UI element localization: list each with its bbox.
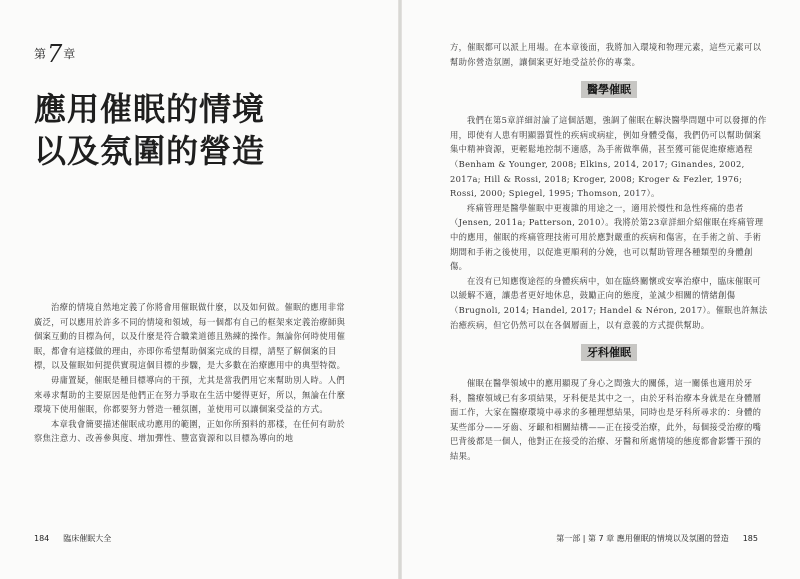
body-paragraph: 我們在第5章詳細討論了這個話題，強調了催眠在解決醫學問題中可以發揮的作用，即使有人患有明顯器質性的疾病或病症，例如身體受傷，我們仍可以幫助個案集中精神資源，更輕鬆地控制不適感，為手術做準備，甚至獲可能促進療癒過程（Benham & Younger, 2008; Elkins, 2014, 2017; Ginandes, 2002, 2017a; Hill & Rossi, 2018; Kroger, 2008; Kroger & Fezler, 1976; Rossi, 2000; Spiegel, 1995; Thomson, 2017）。 xyxy=(450,115,767,199)
right-footer xyxy=(556,533,758,544)
book-title: 臨床催眠大全 xyxy=(63,534,112,543)
chapter-title-line-2: 以及氛圍的營造 xyxy=(34,132,266,170)
right-page xyxy=(402,0,800,579)
chapter-prefix: 第 xyxy=(34,47,47,61)
chapter-title-line-1: 應用催眠的情境 xyxy=(34,90,266,128)
page-number: 185 xyxy=(742,534,758,543)
chapter-number: 7 xyxy=(47,40,63,68)
footer-divider: | xyxy=(582,534,588,543)
section-heading-text: 醫學催眠 xyxy=(581,81,637,98)
footer-part: 第一部 xyxy=(556,534,581,543)
chapter-title xyxy=(34,88,265,172)
body-paragraph: 本章我會簡要描述催眠成功應用的範圍，正如你所預料的那樣，在任何有助於察焦注意力、改善參與度、增加彈性、豐富資源和以目標為導向的地 xyxy=(34,418,345,444)
body-paragraph: 在沒有已知應復途徑的身體疾病中，如在臨終關懷或安寧治療中，臨床催眠可以緩解不適，讓患者更好地休息，鼓勵正向的態度，並減少相關的情緒創傷（Brugnoli, 2014; Handel, 2017; Handel & Néron, 2017）。催眠也許無法治癒疾病，但它仍然可以在各個層面上，以有意義的方式提供幫助。 xyxy=(450,275,768,330)
section-heading-text: 牙科催眠 xyxy=(581,344,637,361)
chapter-label xyxy=(34,40,75,68)
left-body-text xyxy=(34,300,352,446)
left-page xyxy=(0,0,398,579)
body-paragraph: 催眠在醫學領域中的應用顯現了身心之間強大的關係，這一關係也適用於牙科，醫療領域已有多項結果，牙科便是其中之一，由於牙科治療本身就是在身體層面工作，大家在醫療環境中尋求的多種理想結果，同時也是牙科所尋求的：身體的某些部分——牙齒、牙齦和相關結構——正在接受治療，此外，每個接受治療的嘴巴背後都是一個人，他對正在接受的治療、牙醫和所處情境的態度都會影響干預的結果。 xyxy=(450,378,762,462)
body-paragraph: 疼痛管理是醫學催眠中更複雜的用途之一，適用於慢性和急性疼痛的患者（Jensen, 2011a; Patterson, 2010）。我將於第23章詳細介紹催眠在疼痛管理中的應用，催眠的疼痛管理技術可用於應對嚴重的疾病和傷害，在手術之前、手術期間和手術之後使用，以促進更順利的分娩，也可以幫助管理各種類型的身體創傷。 xyxy=(450,202,764,272)
left-footer xyxy=(34,533,111,544)
chapter-suffix: 章 xyxy=(63,47,76,61)
page-number: 184 xyxy=(34,534,50,543)
body-paragraph: 治療的情境自然地定義了你將會用催眠做什麼，以及如何做。催眠的應用非常廣泛，可以應用於許多不同的情境和領域，每一個都有自己的框架來定義治療師與個案互動的目標為何，以及什麼是符合職業道德且熟練的操作。無論你何時使用催眠，都會有這樣做的理由，亦即你希望幫助個案完成的目標，請堅了解個案的目標，以及催眠如何提供實現這個目標的步驟，是大多數在治療應用中的典型特徵。 xyxy=(34,302,346,371)
body-paragraph: 方，催眠都可以派上用場。在本章後面，我將加入環境和物理元素，這些元素可以幫助你營造氛圍，讓個案更好地受益於你的專業。 xyxy=(450,42,762,67)
footer-chapter-title: 第 7 章 應用催眠的情境以及氛圍的營造 xyxy=(588,534,729,543)
section-heading xyxy=(450,81,768,97)
right-body-text xyxy=(450,40,768,464)
body-paragraph: 毋庸置疑，催眠是種目標導向的干預，尤其是當我們用它來幫助別人時。人們來尋求幫助的主要原因是他們正在努力爭取在生活中變得更好，所以，無論在什麼環境下使用催眠，你都要努力營造一種氛圍，並使用可以讓個案受益的方式。 xyxy=(34,374,346,415)
section-heading xyxy=(450,344,768,360)
